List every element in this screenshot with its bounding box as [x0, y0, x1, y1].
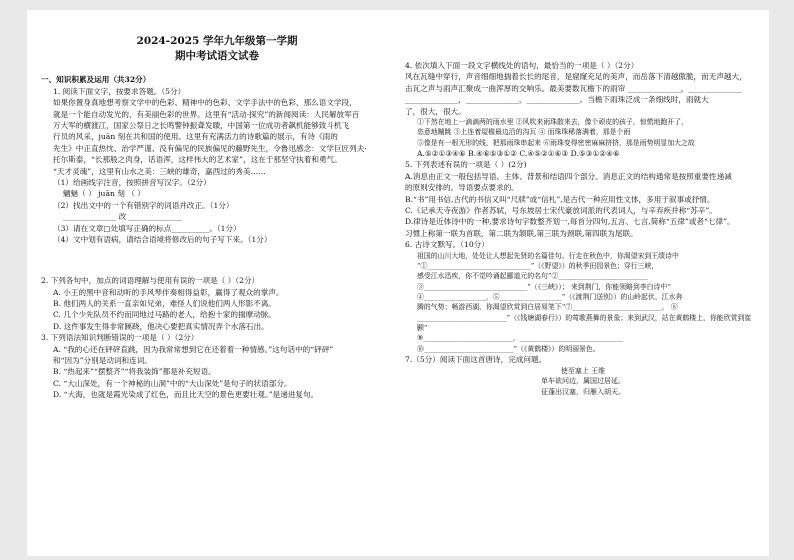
- fill-line: 腾的气势；畅游西湖，你渴望欣赏到白居易笔下“⑦__________________________， ⑧: [417, 303, 678, 312]
- question-5-options: [405, 171, 761, 239]
- option-c: C. 几个少先队员不约而同地过马路的老人，给抱十家的揣摩动脉。: [53, 310, 276, 320]
- question-4-heading: 4. 依次填入下面一段文字横线处的语句，最恰当的一项是（ ）（2分）: [405, 61, 639, 70]
- poem-line: 征蓬出汉塞，归雁入胡天。: [541, 387, 625, 396]
- question-3-options: [41, 344, 393, 401]
- exam-page: [27, 10, 769, 556]
- item-line: ①下然在地上一滴滴两的雨水里 ②风吹来雨珠散来去，像个顽皮的孩子，惊慌地跑开了，: [417, 117, 688, 126]
- option-b: B.“书”用书信,古代的书信又叫“尺牍”或“信札”,是古代一种应用性文体，多用于叙事或抒情。: [405, 194, 715, 204]
- fill-line: 祖国的山川大地，处处让人想起先贤的名篇佳句。行走在秋色中，你渴望宋到王绩诗中: [417, 251, 679, 260]
- fill-line: 感受江水迅疾，你不觉吟诵起郦道元的名句“②__________________________: [417, 272, 648, 281]
- passage-line: 如果你置身真地想考察文学中的色彩、精神中的色彩、文学手法中的色彩，那么语文学段，: [53, 98, 357, 108]
- title-line-1: 2024-2025 学年九年级第一学期: [136, 35, 298, 47]
- option-b: B. “热起来”“摆整齐”“将我装饰”都是补充短语。: [53, 367, 216, 377]
- fill-line: __________________________”（《钱塘湖春行》）的莺歌燕舞的景象；来到武汉，站在黄鹤楼上，你能欣赏到崔颢“: [417, 313, 752, 333]
- poem-title: 使至塞上 王维: [560, 366, 606, 375]
- question-2-options: [41, 287, 393, 333]
- option-d: D. “大海，也就是霞光染成了红色，而且比天空的景色更要壮观。”是递进复句。: [53, 390, 319, 400]
- question-1-passage: [41, 97, 393, 177]
- left-column: [41, 10, 393, 401]
- title-line-2: 期中考试语文试卷: [175, 50, 259, 63]
- q1-sub-2: （2）找出文中的一个有错别字的词语并改正。（1分）: [53, 200, 234, 210]
- option-a: A. “我的心还在砰砰直跳，因为我常常想到它在还着着一种情感。”这句话中的“砰砰”: [53, 344, 334, 354]
- q1-sub-2-answer: ______________ 改 ______________: [63, 212, 182, 222]
- q1-sub-1-answer: 魑魅（ ） juān 刻 （ ）: [63, 189, 145, 199]
- option-b: B. 他们两人的关系一直亲如兄弟，难怪人们说他们两人形影不离。: [53, 299, 277, 309]
- question-4-passage: [405, 71, 761, 117]
- passage-line: 托尔斯泰，“长那般之肉身，话语浑，这样伟大的艺术家”，这在于那坚守执着和勇气。: [53, 155, 342, 165]
- option-d: D. 这件事发生得非常蹊跷，他决心要把真实情况弄个水落石出。: [53, 321, 269, 331]
- q1-sub-4: （4）文中划有语病，请结合语境将修改后的句子写下来。（1分）: [53, 234, 272, 244]
- option-a-cont: 和“因为”分别是动词和连词。: [53, 356, 152, 366]
- fill-line: ④__________________，⑤__________________”（《渡荆门送别》）的山岭起伏、江水奔: [417, 292, 683, 301]
- passage-line: 就是一个能自动发光的、有美丽色彩的世界。这里有“活动·探究”的新闻阅读：人民解放军百: [53, 109, 360, 119]
- passage-line: 击瓦之声与雨声汇聚成一曲浑厚的交响乐。最美要数瓦檐下的雨帘 ______________，______________: [405, 83, 742, 93]
- option-c: C. “大山深处，有一个神秘的山洞”中的“大山深处”是句子的状语部分。: [53, 378, 292, 388]
- passage-line: 万大军的横渡江，国家公祭日之长鸣警钟振聋发聩，中国第一位成功者飙机能够致斗机飞: [53, 121, 350, 130]
- passage-line: 行员的风采，juān 刻在共和国的使用。这里有充满活力的诗歌篇的展示，有诗《雨的: [53, 132, 338, 142]
- question-3-heading: 3. 下列语法知识判断错误的一项是（ ）（2分）: [41, 333, 199, 343]
- option-c: C.《记承天寺夜游》作者苏轼，号东坡居士宋代豪放词派的代表词人，与辛弃疾并称“苏辛”。: [405, 205, 717, 215]
- question-6-heading: 6. 古诗文默写。（10分）: [405, 240, 489, 250]
- question-4-options: A.⑤②①③④⑥ B.④⑥⑤③①② C.④⑤②①⑥③ D.⑤③①②④⑥: [417, 149, 620, 159]
- question-5-heading: 5. 下列表述有误的一项是（ ）(2分): [405, 160, 527, 170]
- option-a-cont: 的原则安排的。导语要点要求的。: [405, 183, 519, 193]
- question-6-body: [405, 251, 761, 355]
- question-2-heading: 2. 下列各句中，加点的词语理解与使用有误的一项是（ ）（2分）: [41, 276, 260, 286]
- passage-line: 风在瓦缝中穿行，声音细细地揣着长长的尾音，是窟窿充足的美声，而岳落下清越傲脆，而无声越大，: [405, 72, 747, 82]
- question-4-items: [405, 117, 761, 148]
- question-1-heading: 1. 阅读下面文字，按要求答题。（5分）: [53, 86, 186, 96]
- q1-sub-1: （1）给画线字注音，按照拼音写汉字。（2分）: [53, 177, 211, 187]
- fill-line: “①______________________________”（《野望》）的秋季田园景色；穿行三峡，: [417, 261, 659, 270]
- fill-line: ⑩__________________________”（《黄鹤楼》）的明丽景色。: [417, 344, 600, 353]
- question-7-heading: 7.（5分）阅读下面这首唐诗，完成问题。: [405, 355, 547, 365]
- poem: [405, 366, 761, 398]
- paper-title: [41, 34, 393, 64]
- right-column: [405, 60, 761, 397]
- option-a: A.消息由正文一般包括导语、主体、背景和结语四个部分。消息正文的结构通常是按照重要性递减: [405, 171, 732, 181]
- fill-line: ③______________________________”（《三峡》）； 来到荆门，你能领略到李白诗中“: [417, 282, 671, 291]
- passage-line: 先生》中正直热忱、治学严谨、没有偏见的民族偏见的藤野先生，令鲁迅感念：文学巨匠列夫·: [53, 143, 367, 153]
- fill-line: ⑨__________________________，______________________________: [417, 334, 624, 343]
- option-d: D.律诗是近体诗中的一种,要求诗句字数整齐划一,每首分四句,五言、七言,简称“五律”或者“七律”。: [405, 217, 735, 227]
- option-d-cont: 习惯上称第一联为首联，第二联为颔联,第三联为颈联,第四联为尾联。: [405, 228, 638, 238]
- passage-line: 了，很大，很大。: [405, 106, 466, 116]
- q1-sub-3: （3）请在文章□处填写正确的标点__________。（1分）: [53, 223, 241, 233]
- item-line: 恣意地蹦跳 ③上连着屋檐最边沿的沟瓦 ④ 而珠珠稀落满着，那是个雨: [417, 128, 631, 137]
- poem-line: 单车欲问边，属国过居延。: [541, 377, 625, 386]
- passage-line: “天才灵魂”，这里有山水之美：三峡的雄奇，嘉西过的秀美……: [53, 166, 266, 176]
- option-a: A. 小王的黑中音和动听的手风琴伴奏相得益彰，赢得了观众的掌声。: [53, 287, 284, 297]
- item-line: ⑤像是有一根无形的线，把那雨珠串起来 ⑥雨珠变得密密麻麻挤挤，那是雨势明显加大之故: [417, 138, 695, 147]
- section-heading: 一、知识积累及运用（共32分）: [41, 75, 151, 85]
- passage-line: ______________，______________，______________。当檐下雨珠泛成一条细线时，雨就大: [405, 95, 709, 105]
